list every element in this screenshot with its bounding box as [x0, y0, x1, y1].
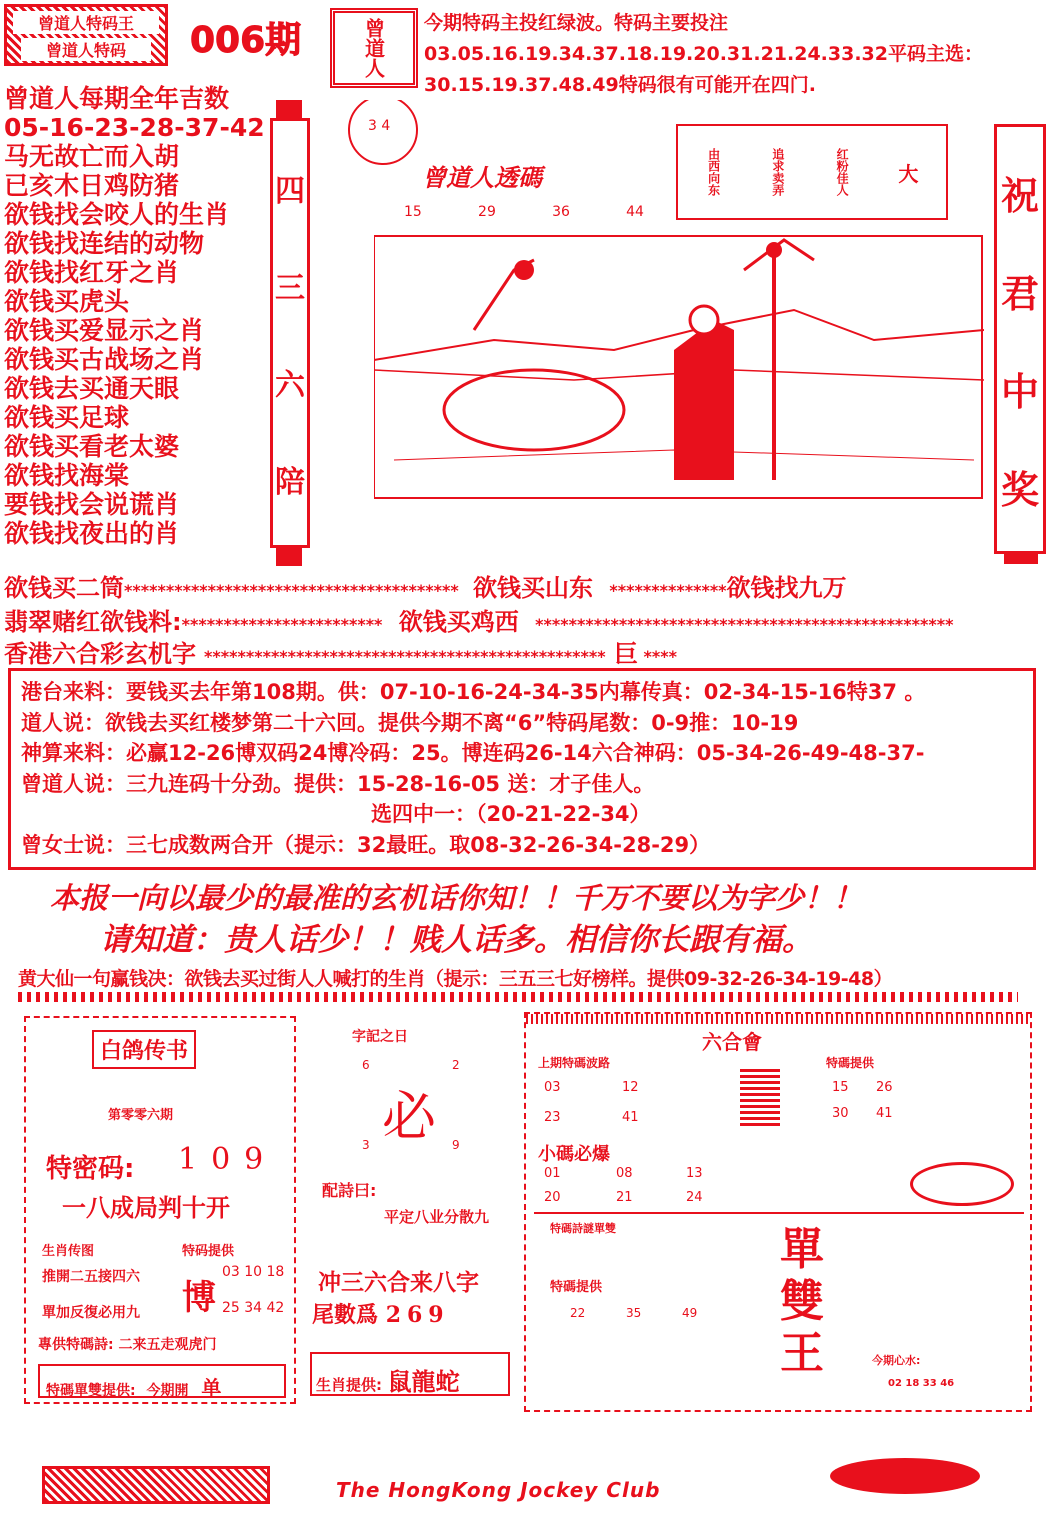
bo-numbers-1: 03 10 18: [222, 1264, 285, 1280]
king-char: 王: [780, 1328, 824, 1379]
star-divider: [18, 992, 1018, 1002]
shengxiao-line: 單加反復必用九: [42, 1305, 140, 1321]
danshuang-value: 单: [201, 1376, 222, 1400]
painting-number: 36: [552, 204, 570, 220]
panel2-center-char: 必: [382, 1085, 436, 1148]
tema-tigong-label: 特码提供: [182, 1244, 235, 1259]
list-item: 已亥木日鸡防猪: [4, 171, 180, 200]
top-prediction: 今期特码主投红绿波。特码主要投注03.05.16.19.34.37.18.19.20.31.21.24.33.32平码主选：30.15.19.37.48.49特码很有可能开在四门.: [424, 12, 983, 96]
riddle-line-2: 翡翠赌红欲钱料:************************ 欲钱买鸡西 **************************************************: [4, 608, 954, 636]
right-num: 41: [876, 1106, 893, 1121]
clock-num: 9: [452, 1138, 460, 1152]
list-item: 欲钱买看老太婆: [4, 432, 180, 461]
tail-value: 269: [385, 1302, 450, 1328]
last-num: 23: [544, 1110, 561, 1125]
banner-char: 陪: [275, 464, 305, 500]
right-num: 30: [832, 1106, 849, 1121]
list-item: 欲钱找红牙之肖: [4, 258, 180, 287]
tip-numbers: 02 18 33 46: [888, 1378, 955, 1389]
info-line: 港台来料：要钱买去年第108期。供：07-10-16-24-34-35内幕传真：02-34-15-16特37 。: [21, 680, 926, 704]
issue-number: 006期: [190, 20, 302, 61]
tema-value: 109: [178, 1142, 278, 1177]
small-num: 08: [616, 1166, 633, 1181]
small-num: 21: [616, 1190, 633, 1205]
wtd-saying: 黄大仙一句赢钱决：欲钱去买过街人人喊打的生肖（提示：三五三七好榜样。提供09-32-26-34-19-48）: [18, 968, 893, 990]
riddle-part: 欲钱买二筒: [4, 574, 124, 602]
danshuang-box: [38, 1364, 286, 1398]
seal-text: 曾道人: [361, 18, 386, 78]
danshuang-pre: 今期開: [146, 1383, 189, 1399]
list-item: 欲钱找夜出的肖: [4, 519, 180, 548]
tema-label: 特密码:: [46, 1154, 135, 1184]
chong-text: 冲三六合来八字: [318, 1270, 479, 1296]
panel3-tema-num: 22: [570, 1306, 586, 1320]
info-line: 选四中一：（20-21-22-34）: [371, 802, 651, 826]
riddle-part: 欲钱买山东: [473, 574, 594, 602]
panel3-header-strip: [526, 1014, 1030, 1024]
blessing-char: 奖: [1000, 466, 1039, 512]
info-line: 道人说：欲钱去买红楼梦第二十六回。提供今期不离“6”特码尾数：0-9推：10-19: [21, 710, 799, 735]
clock-num: 6: [362, 1058, 370, 1072]
list-item: 欲钱找会咬人的生肖: [4, 200, 230, 229]
small-num: 24: [686, 1190, 703, 1205]
scroll-col: 由西向东: [706, 148, 721, 196]
sx-box: [310, 1352, 510, 1396]
danshuang-king: [762, 1224, 842, 1380]
svg-text:3 4: 3 4: [368, 118, 391, 134]
last-num: 12: [622, 1080, 639, 1095]
list-item: 欲钱找海棠: [4, 461, 130, 490]
king-char: 雙: [780, 1276, 824, 1327]
center-red-block: [740, 1066, 780, 1126]
tail-label: 尾數爲: [312, 1303, 379, 1328]
scroll-big-char: 大: [898, 161, 919, 186]
tail-number: [312, 1298, 450, 1329]
banner-char: 四: [275, 173, 305, 209]
panel-baige: [24, 1016, 296, 1404]
right-blessing-banner: [990, 124, 1050, 564]
slogan-2: 请知道：贵人话少！！贱人话多。相信你长跟有福。: [100, 922, 813, 958]
blessing-char: 君: [1000, 270, 1039, 316]
painting-numbers: [404, 204, 644, 220]
panel-liuhehui: [524, 1012, 1032, 1412]
list-item: 要钱找会说谎肖: [4, 490, 180, 519]
list-item: 欲钱买虎头: [4, 287, 130, 316]
panel-ziji: [302, 1016, 520, 1404]
list-item: 欲钱去买通天眼: [4, 374, 180, 403]
panel3-tema-num: 49: [682, 1306, 698, 1320]
sx-label: 生肖提供:: [316, 1376, 382, 1394]
scroll-card: [676, 124, 948, 220]
oval-stamp: [910, 1162, 1014, 1206]
panel3-header: 六合會: [702, 1030, 762, 1054]
list-item: 欲钱找连结的动物: [4, 229, 205, 258]
blessing-char: 中: [1000, 368, 1039, 414]
danshuang-label: 特碼單雙提供:: [46, 1383, 136, 1399]
list-item: 马无故亡而入胡: [4, 142, 180, 171]
poem-label: 配詩曰:: [322, 1181, 377, 1200]
info-line: 神算来料：必赢12-26博双码24博冷码：25。博连码26-14六合神码：05-34-26-49-48-37-: [21, 741, 925, 765]
clock-num: 2: [452, 1058, 460, 1072]
painting-number: 15: [404, 204, 422, 220]
list-item: 欲钱买足球: [4, 403, 130, 432]
riddle-part: 欲钱找九万: [726, 574, 847, 602]
scene-drawing: [374, 230, 984, 500]
panel1-issue: 第零零六期: [108, 1108, 174, 1123]
special-poem-label: 專供特碼詩:: [38, 1337, 114, 1353]
logo-line-1: 曾道人特码王: [13, 11, 159, 34]
list-item: 曾道人每期全年吉数: [4, 84, 230, 113]
right-num: 26: [876, 1080, 893, 1095]
painting-number: 29: [478, 204, 496, 220]
small-code-label: 小碼必爆: [538, 1144, 610, 1165]
slogan-1: 本报一向以最少的最准的玄机话你知！！千万不要以为字少！！: [50, 881, 863, 915]
banner-char: 六: [275, 367, 305, 403]
left-riddle-list: [4, 84, 266, 548]
footer-right-badge: [830, 1458, 980, 1494]
painting-title: 曾道人透碼: [422, 163, 542, 192]
info-line: 曾女士说：三七成数两合开（提示：32最旺。取08-32-26-34-28-29）: [21, 832, 711, 857]
right-num: 15: [832, 1080, 849, 1095]
tip-label: 今期心水:: [872, 1354, 921, 1367]
info-line: 曾道人说：三九连码十分劲。提供：15-28-16-05 送：才子佳人。: [21, 771, 655, 796]
riddle-part: 翡翠赌红欲钱料:: [4, 608, 182, 636]
shengxiao-line: 推開二五接四六: [42, 1269, 140, 1285]
painting-number: 44: [626, 204, 644, 220]
seal-stamp: [330, 8, 418, 88]
clock-num: 3: [362, 1138, 370, 1152]
poem-dan-shuang-label: 特碼詩謎單雙: [550, 1222, 616, 1235]
panel1-title: 白鸽传书: [92, 1030, 196, 1069]
painting-area: [318, 100, 660, 240]
riddle-line-1: 欲钱买二筒**************************************** 欲钱买山东 **************欲钱找九万: [4, 574, 847, 602]
vertical-scroll-banner: [268, 100, 314, 570]
small-num: 20: [544, 1190, 561, 1205]
banner-char: 三: [275, 270, 305, 306]
logo-block: [4, 4, 168, 66]
list-item: 欲钱买爱显示之肖: [4, 316, 205, 345]
panel2-title: 字記之日: [352, 1029, 408, 1045]
list-item: 欲钱买古战场之肖: [4, 345, 205, 374]
riddle-part: 欲钱买鸡西: [398, 608, 519, 636]
last-num: 41: [622, 1110, 639, 1125]
scroll-col: 追求卖弄: [770, 148, 785, 196]
king-char: 單: [780, 1224, 824, 1275]
divider-line: [534, 1212, 1024, 1214]
bo-numbers-2: 25 34 42: [222, 1300, 285, 1316]
scroll-col: 红粉佳人: [835, 148, 850, 196]
info-box: [8, 668, 1036, 870]
panel1-saying: 一八成局判十开: [62, 1193, 230, 1222]
logo-line-2: 曾道人特码: [21, 38, 151, 61]
special-poem: [38, 1334, 216, 1354]
poem-text: 平定八业分散九: [384, 1208, 490, 1226]
panel3-tema-label: 特碼提供: [550, 1280, 603, 1295]
last-period-label: 上期特碼波路: [538, 1056, 611, 1070]
sx-value: 鼠龍蛇: [387, 1367, 460, 1396]
last-num: 03: [544, 1080, 561, 1095]
small-num: 01: [544, 1166, 561, 1181]
special-poem-text: 二来五走观虎门: [118, 1337, 217, 1353]
footer-left-badge: [42, 1466, 270, 1504]
riddle-line-3: 香港六合彩玄机字 ************************************************ 巨 ****: [4, 640, 678, 668]
landscape-illustration: [374, 230, 984, 500]
right-code-label: 特碼提供: [826, 1056, 875, 1070]
shengxiao-label: 生肖传图: [42, 1244, 95, 1259]
small-num: 13: [686, 1166, 703, 1181]
list-item: 05-16-23-28-37-42: [4, 113, 265, 142]
bo-char: 博: [182, 1278, 216, 1318]
jockey-club: The HongKong Jockey Club: [336, 1478, 661, 1502]
riddle-part: 香港六合彩玄机字: [4, 640, 196, 668]
panel3-tema-num: 35: [626, 1306, 642, 1320]
riddle-part: 巨: [613, 640, 638, 668]
blessing-char: 祝: [1000, 172, 1039, 218]
